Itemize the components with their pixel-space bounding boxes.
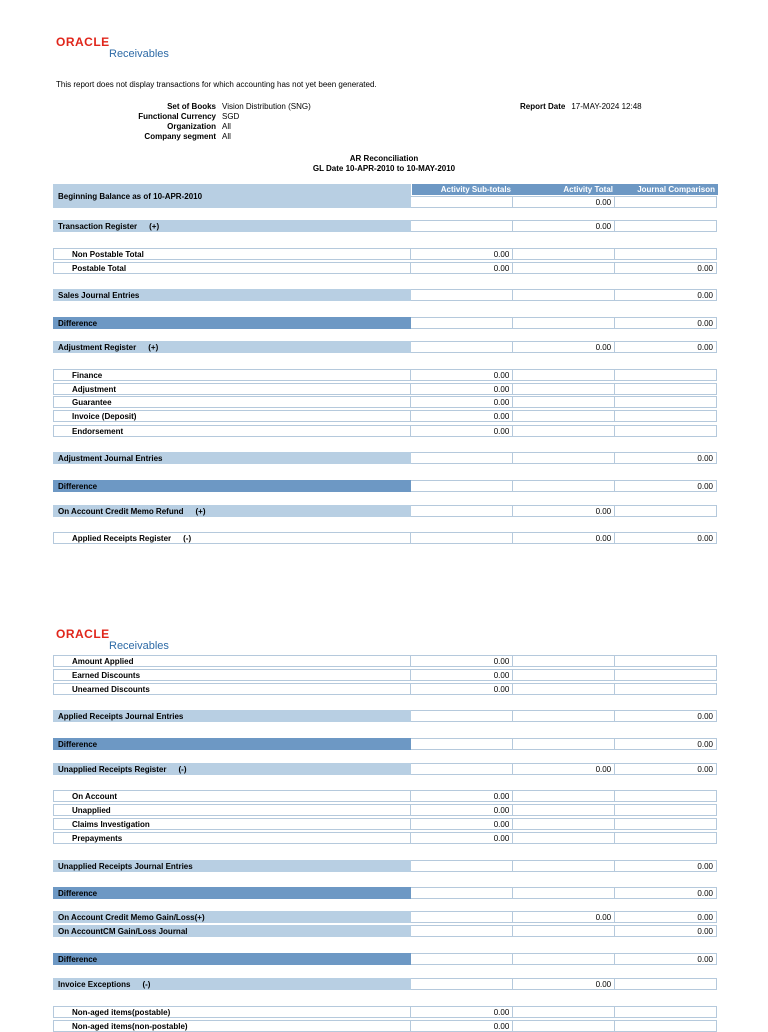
row-cell-c3: 0.00 [615, 532, 717, 544]
row-cell-c1 [411, 710, 513, 722]
table-row [53, 763, 717, 775]
row-cell-c2 [513, 383, 615, 395]
row-label: Difference [53, 887, 411, 899]
row-cell-c3: 0.00 [615, 289, 717, 301]
row-cell-c3: 0.00 [615, 763, 717, 775]
row-cell-c1 [411, 860, 513, 872]
row-cell-c1 [411, 341, 513, 353]
row-cell-c1: 0.00 [411, 396, 513, 408]
row-cell-c2 [513, 1020, 615, 1032]
row-cell-c2 [513, 262, 615, 274]
row-cell-c3 [615, 383, 717, 395]
row-label: Applied Receipts Journal Entries [53, 710, 411, 722]
row-cell-c1: 0.00 [411, 369, 513, 381]
row-cell-c2: 0.00 [513, 220, 615, 232]
row-label: Amount Applied [53, 655, 411, 667]
row-cell-c3: 0.00 [615, 341, 717, 353]
table-row [53, 480, 717, 492]
row-cell-c3 [615, 196, 717, 208]
table-row [53, 184, 717, 208]
row-cell-c2: 0.00 [513, 911, 615, 923]
row-cell-c3 [615, 790, 717, 802]
row-cell-c1 [411, 532, 513, 544]
table-row [53, 452, 717, 464]
table-row [53, 317, 717, 329]
row-cell-c1: 0.00 [411, 425, 513, 437]
row-cell-c3 [615, 683, 717, 695]
row-label: Adjustment [53, 383, 411, 395]
row-cell-c2 [513, 1006, 615, 1018]
table-row [53, 1006, 717, 1018]
row-cell-c2 [513, 369, 615, 381]
table-row [53, 396, 717, 408]
row-cell-c3: 0.00 [615, 710, 717, 722]
row-cell-c3 [615, 1006, 717, 1018]
row-label: Guarantee [53, 396, 411, 408]
row-label: Unapplied Receipts Register (-) [53, 763, 411, 775]
row-label: On Account Credit Memo Refund (+) [53, 505, 411, 517]
table-row [53, 738, 717, 750]
row-cell-c2 [513, 953, 615, 965]
row-cell-c3: 0.00 [615, 953, 717, 965]
row-cell-c1: 0.00 [411, 248, 513, 260]
table-row [53, 505, 717, 517]
row-label: Claims Investigation [53, 818, 411, 830]
table-row [53, 953, 717, 965]
table-row [53, 220, 717, 232]
row-cell-c3: 0.00 [615, 887, 717, 899]
row-cell-c3: 0.00 [615, 925, 717, 937]
row-label: Postable Total [53, 262, 411, 274]
table-row [53, 887, 717, 899]
table-row [53, 248, 717, 260]
table-row [53, 669, 717, 681]
row-cell-c3 [615, 1020, 717, 1032]
table-row [53, 818, 717, 830]
row-cell-c2 [513, 669, 615, 681]
row-cell-c2 [513, 832, 615, 844]
row-label: Applied Receipts Register (-) [53, 532, 411, 544]
table-row [53, 710, 717, 722]
row-label: On AccountCM Gain/Loss Journal [53, 925, 411, 937]
row-label: Invoice (Deposit) [53, 410, 411, 422]
row-cell-c2 [513, 410, 615, 422]
column-header-subtotals: Activity Sub-totals [412, 184, 514, 195]
row-cell-c2 [513, 925, 615, 937]
table-row [53, 369, 717, 381]
row-cell-c1 [411, 480, 513, 492]
row-label: On Account [53, 790, 411, 802]
row-label: Adjustment Register (+) [53, 341, 411, 353]
row-label: Unapplied Receipts Journal Entries [53, 860, 411, 872]
row-cell-c1 [411, 505, 513, 517]
report-date: Report Date 17-MAY-2024 12:48 [520, 102, 642, 111]
row-cell-c1 [411, 887, 513, 899]
row-cell-c2 [513, 452, 615, 464]
row-cell-c1 [411, 289, 513, 301]
row-cell-c3 [615, 369, 717, 381]
row-cell-c1: 0.00 [411, 669, 513, 681]
row-cell-c1 [411, 978, 513, 990]
row-cell-c3 [615, 410, 717, 422]
row-cell-c3 [615, 248, 717, 260]
row-cell-c3: 0.00 [615, 452, 717, 464]
table-row [53, 911, 717, 923]
row-label: Difference [53, 953, 411, 965]
table-row [53, 790, 717, 802]
row-cell-c2 [513, 887, 615, 899]
row-cell-c1 [411, 452, 513, 464]
row-cell-c3 [615, 978, 717, 990]
row-cell-c3 [615, 220, 717, 232]
row-label: Endorsement [53, 425, 411, 437]
row-cell-c2 [513, 738, 615, 750]
report-parameters: Set of Books Vision Distribution (SNG) Functional Currency SGD Organization All Company segment All [138, 102, 311, 141]
row-cell-c2 [513, 804, 615, 816]
table-row [53, 655, 717, 667]
row-label: Non-aged items(postable) [53, 1006, 411, 1018]
row-cell-c3: 0.00 [615, 911, 717, 923]
row-cell-c2 [513, 425, 615, 437]
column-header-activity-total: Activity Total [514, 184, 616, 195]
row-cell-c2 [513, 860, 615, 872]
row-cell-c2 [513, 710, 615, 722]
row-cell-c2: 0.00 [513, 763, 615, 775]
table-row [53, 925, 717, 937]
row-cell-c2: 0.00 [513, 532, 615, 544]
oracle-logo-page2: ORACLE Receivables [56, 627, 169, 652]
row-label: Invoice Exceptions (-) [53, 978, 411, 990]
row-cell-c3 [615, 669, 717, 681]
row-cell-c3 [615, 505, 717, 517]
row-cell-c2: 0.00 [513, 341, 615, 353]
row-label: Prepayments [53, 832, 411, 844]
row-cell-c3 [615, 832, 717, 844]
report-title: AR Reconciliation GL Date 10-APR-2010 to 10-MAY-2010 [312, 154, 456, 173]
row-cell-c2 [513, 790, 615, 802]
row-cell-c2: 0.00 [513, 196, 615, 208]
column-header-journal-comparison: Journal Comparison [616, 184, 718, 195]
row-cell-c1: 0.00 [411, 804, 513, 816]
row-cell-c3: 0.00 [615, 480, 717, 492]
row-cell-c1: 0.00 [411, 790, 513, 802]
row-label: Non Postable Total [53, 248, 411, 260]
table-row [53, 289, 717, 301]
row-cell-c3 [615, 804, 717, 816]
row-cell-c2 [513, 248, 615, 260]
table-row [53, 804, 717, 816]
row-label: Adjustment Journal Entries [53, 452, 411, 464]
row-label: Unapplied [53, 804, 411, 816]
row-label: Difference [53, 480, 411, 492]
row-cell-c3 [615, 818, 717, 830]
row-cell-c2 [513, 683, 615, 695]
row-label: Difference [53, 738, 411, 750]
row-cell-c1: 0.00 [411, 655, 513, 667]
row-cell-c1 [411, 220, 513, 232]
row-cell-c2 [513, 317, 615, 329]
row-label: Unearned Discounts [53, 683, 411, 695]
row-cell-c1 [411, 763, 513, 775]
row-label: Transaction Register (+) [53, 220, 411, 232]
table-row [53, 683, 717, 695]
row-cell-c1: 0.00 [411, 410, 513, 422]
table-row [53, 860, 717, 872]
row-cell-c1 [411, 317, 513, 329]
table-row [53, 1020, 717, 1032]
row-cell-c3: 0.00 [615, 262, 717, 274]
row-cell-c1: 0.00 [411, 818, 513, 830]
row-cell-c1 [411, 911, 513, 923]
row-cell-c1 [411, 738, 513, 750]
row-label: Beginning Balance as of 10-APR-2010 [53, 184, 411, 208]
table-row [53, 383, 717, 395]
table-row [53, 262, 717, 274]
table-row [53, 425, 717, 437]
row-cell-c1: 0.00 [411, 832, 513, 844]
row-cell-c1: 0.00 [411, 262, 513, 274]
row-label: Non-aged items(non-postable) [53, 1020, 411, 1032]
row-cell-c2 [513, 396, 615, 408]
row-label: Earned Discounts [53, 669, 411, 681]
row-label: Finance [53, 369, 411, 381]
row-cell-c1: 0.00 [411, 1006, 513, 1018]
row-cell-c2 [513, 480, 615, 492]
oracle-logo: ORACLE Receivables [56, 35, 169, 60]
row-cell-c3 [615, 425, 717, 437]
row-cell-c2: 0.00 [513, 978, 615, 990]
row-cell-c1: 0.00 [411, 683, 513, 695]
row-cell-c2 [513, 655, 615, 667]
row-cell-c2 [513, 818, 615, 830]
report-note: This report does not display transactions for which accounting has not yet been generated. [56, 80, 377, 89]
row-cell-c1 [411, 196, 513, 208]
table-row [53, 832, 717, 844]
table-row [53, 532, 717, 544]
table-row [53, 410, 717, 422]
row-label: On Account Credit Memo Gain/Loss(+) [53, 911, 411, 923]
table-row [53, 341, 717, 353]
row-cell-c3: 0.00 [615, 738, 717, 750]
row-cell-c1 [411, 925, 513, 937]
row-cell-c1: 0.00 [411, 1020, 513, 1032]
row-cell-c2: 0.00 [513, 505, 615, 517]
row-label: Sales Journal Entries [53, 289, 411, 301]
row-cell-c3 [615, 396, 717, 408]
row-cell-c1 [411, 953, 513, 965]
row-cell-c1: 0.00 [411, 383, 513, 395]
row-cell-c3: 0.00 [615, 860, 717, 872]
row-cell-c3: 0.00 [615, 317, 717, 329]
table-row [53, 978, 717, 990]
row-cell-c2 [513, 289, 615, 301]
row-cell-c3 [615, 655, 717, 667]
row-label: Difference [53, 317, 411, 329]
